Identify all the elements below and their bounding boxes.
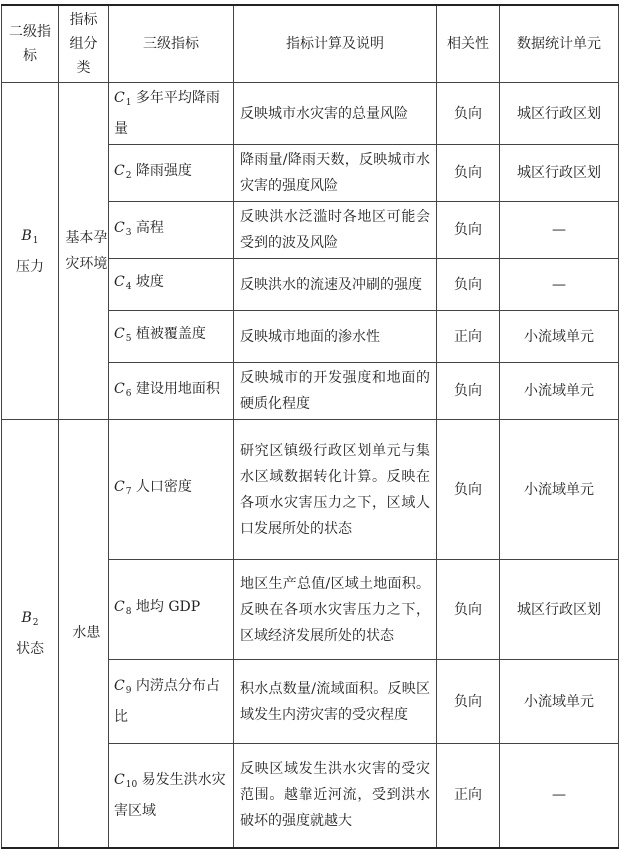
indicator-subscript: 5 <box>125 334 132 344</box>
indicator-description: 地区生产总值/区域土地面积。反映在各项水灾害压力之下，区域经济发展所处的状态 <box>234 560 437 660</box>
level2-subscript: 1 <box>32 235 39 246</box>
indicator-description: 降雨量/降雨天数，反映城市水灾害的强度风险 <box>234 145 437 202</box>
indicator-name: 易发生洪水灾害区域 <box>114 771 226 819</box>
indicator-name: 人口密度 <box>135 479 192 495</box>
statistical-unit-cell: 小流域单元 <box>500 363 619 420</box>
level3-cell <box>109 259 234 311</box>
level2-symbol: B <box>21 609 32 626</box>
table-row <box>2 420 619 560</box>
statistical-unit-cell: — <box>500 259 619 311</box>
indicator-subscript: 7 <box>125 487 132 497</box>
level3-cell <box>109 744 234 848</box>
indicator-description: 反映城市地面的渗水性 <box>234 311 437 363</box>
statistical-unit-cell: 小流域单元 <box>500 311 619 363</box>
indicator-subscript: 9 <box>125 686 132 696</box>
indicator-symbol: C <box>114 326 125 342</box>
indicator-name: 建设用地面积 <box>135 380 220 397</box>
correlation-cell: 正向 <box>437 311 500 363</box>
indicator-description: 反映洪水的流速及冲刷的强度 <box>234 259 437 311</box>
level3-cell <box>109 363 234 420</box>
header-group: 指标组分类 <box>59 5 109 83</box>
header-row <box>2 5 619 83</box>
indicator-symbol: C <box>114 599 125 615</box>
statistical-unit-cell: — <box>500 744 619 848</box>
statistical-unit-cell: 城区行政区划 <box>500 145 619 202</box>
indicator-symbol: C <box>114 219 125 236</box>
correlation-cell: 负向 <box>437 259 500 311</box>
indicator-name: 多年平均降雨量 <box>114 90 220 137</box>
indicator-description: 反映区域发生洪水灾害的受灾范围。越靠近河流，受到洪水破坏的强度就越大 <box>234 744 437 848</box>
indicator-subscript: 4 <box>125 282 132 292</box>
indicator-description: 研究区镇级行政区划单元与集水区域数据转化计算。反映在各项水灾害压力之下，区域人口发展所处的状态 <box>234 420 437 560</box>
header-calc: 指标计算及说明 <box>234 5 437 83</box>
group-category: 水患 <box>72 625 101 642</box>
indicator-subscript: 10 <box>125 779 138 790</box>
correlation-cell: 负向 <box>437 145 500 202</box>
level3-cell <box>109 660 234 744</box>
level2-cell <box>2 420 59 848</box>
level3-cell <box>109 202 234 259</box>
indicator-subscript: 2 <box>125 170 132 181</box>
level3-cell <box>109 560 234 660</box>
header-corr: 相关性 <box>437 5 500 83</box>
indicator-symbol: C <box>114 162 125 179</box>
level3-cell <box>109 311 234 363</box>
correlation-cell: 负向 <box>437 363 500 420</box>
indicator-symbol: C <box>114 771 125 788</box>
indicator-subscript: 1 <box>125 98 132 108</box>
indicator-subscript: 3 <box>125 227 132 238</box>
level2-name: 状态 <box>16 640 44 657</box>
correlation-cell: 负向 <box>437 660 500 744</box>
statistical-unit-cell: 城区行政区划 <box>500 560 619 660</box>
level3-cell <box>109 420 234 560</box>
header-level3: 三级指标 <box>109 5 234 83</box>
header-level2: 二级指标 <box>2 5 59 83</box>
statistical-unit-cell: 小流域单元 <box>500 660 619 744</box>
indicator-description: 反映城市的开发强度和地面的硬质化程度 <box>234 363 437 420</box>
indicator-symbol: C <box>114 380 125 397</box>
statistical-unit-cell: — <box>500 202 619 259</box>
indicator-symbol: C <box>114 678 125 694</box>
indicator-subscript: 8 <box>125 607 132 617</box>
indicator-name: 内涝点分布占比 <box>114 678 220 725</box>
statistical-unit-cell: 城区行政区划 <box>500 83 619 145</box>
indicator-symbol: C <box>114 274 125 290</box>
indicator-subscript: 6 <box>125 388 132 399</box>
level2-subscript: 2 <box>32 617 39 628</box>
group-category: 基本孕灾环境 <box>65 230 108 272</box>
indicator-description: 反映城市水灾害的总量风险 <box>234 83 437 145</box>
group-category-cell <box>59 83 109 420</box>
level2-name: 压力 <box>16 258 44 275</box>
indicator-name: 降雨强度 <box>135 162 192 179</box>
indicator-table <box>1 4 619 849</box>
indicator-name: 坡度 <box>135 274 164 290</box>
correlation-cell: 负向 <box>437 420 500 560</box>
correlation-cell: 负向 <box>437 560 500 660</box>
correlation-cell: 正向 <box>437 744 500 848</box>
indicator-symbol: C <box>114 479 125 495</box>
table-body <box>2 83 619 848</box>
level2-cell <box>2 83 59 420</box>
group-category-cell <box>59 420 109 848</box>
correlation-cell: 负向 <box>437 202 500 259</box>
indicator-symbol: C <box>114 90 125 106</box>
indicator-description: 积水点数量/流域面积。反映区域发生内涝灾害的受灾程度 <box>234 660 437 744</box>
header-unit: 数据统计单元 <box>500 5 619 83</box>
indicator-name: 高程 <box>135 219 164 236</box>
table-row <box>2 83 619 145</box>
level3-cell <box>109 83 234 145</box>
indicator-name: 地均 GDP <box>135 599 201 615</box>
level3-cell <box>109 145 234 202</box>
indicator-description: 反映洪水泛滥时各地区可能会受到的波及风险 <box>234 202 437 259</box>
indicator-name: 植被覆盖度 <box>135 326 206 342</box>
statistical-unit-cell: 小流域单元 <box>500 420 619 560</box>
level2-symbol: B <box>21 227 32 244</box>
correlation-cell: 负向 <box>437 83 500 145</box>
